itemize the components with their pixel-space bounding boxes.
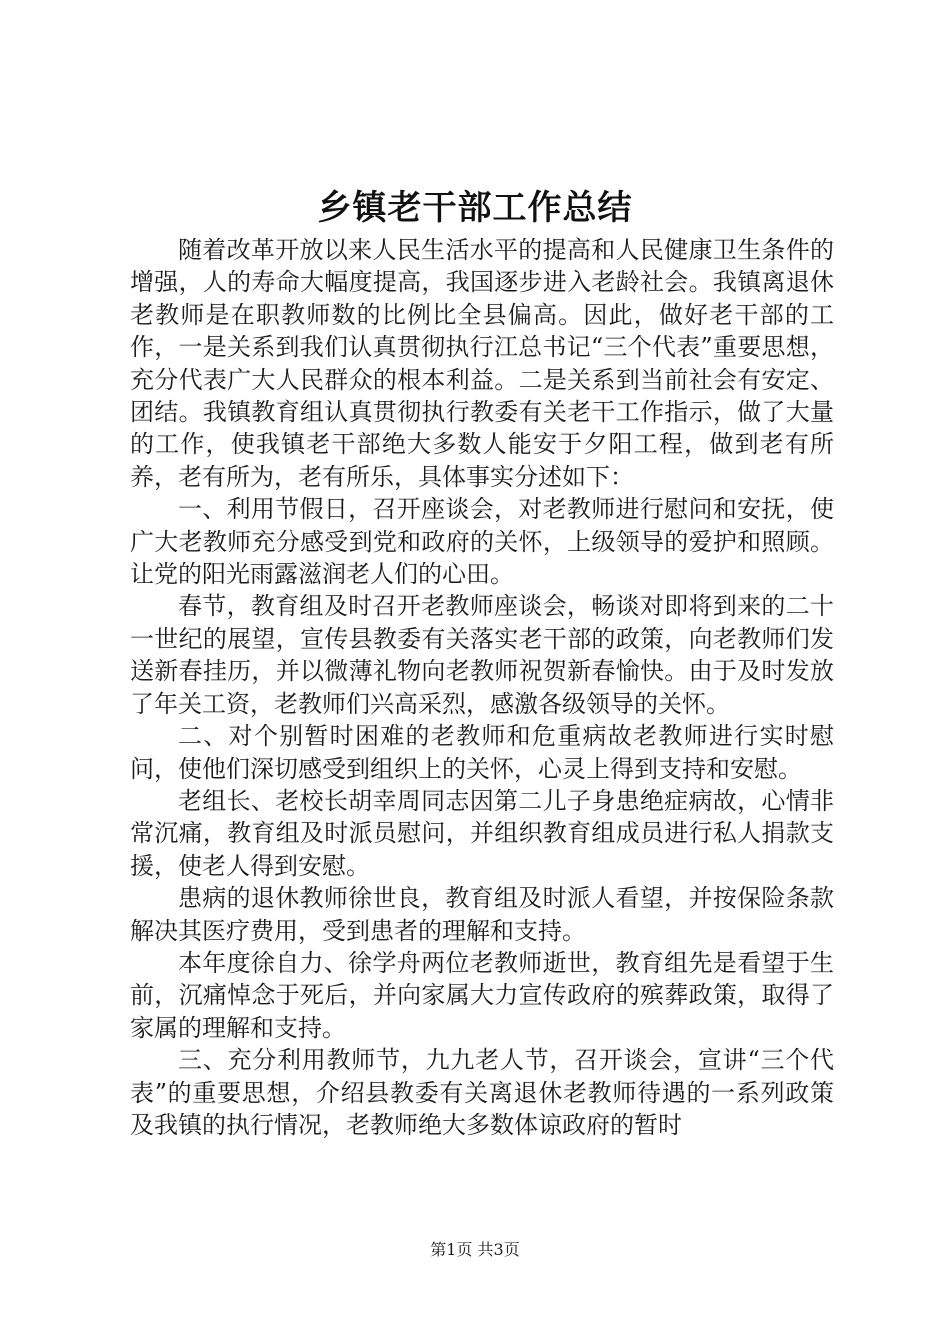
paragraph: 一、利用节假日，召开座谈会，对老教师进行慰问和安抚，使广大老教师充分感受到党和政府的关怀，上级领导的爱护和照顾。让党的阳光雨露滋润老人们的心田。 — [130, 495, 834, 589]
paragraph: 本年度徐自力、徐学舟两位老教师逝世，教育组先是看望于生前，沉痛悼念于死后，并向家属大力宣传政府的殡葬政策，取得了家属的理解和支持。 — [130, 948, 834, 1042]
paragraph: 春节，教育组及时召开老教师座谈会，畅谈对即将到来的二十一世纪的展望，宣传县教委有关落实老干部的政策，向老教师们发送新春挂历，并以微薄礼物向老教师祝贺新春愉快。由于及时发放了年关工资，老教师们兴高采烈，感激各级领导的关怀。 — [130, 592, 834, 718]
document-title: 乡镇老干部工作总结 — [317, 188, 633, 228]
paragraph: 二、对个别暂时困难的老教师和危重病故老教师进行实时慰问，使他们深切感受到组织上的关怀，心灵上得到支持和安慰。 — [130, 722, 834, 783]
paragraph: 患病的退休教师徐世良，教育组及时派人看望，并按保险条款解决其医疗费用，受到患者的理解和支持。 — [130, 884, 834, 945]
paragraph: 老组长、老校长胡幸周同志因第二儿子身患绝症病故，心情非常沉痛，教育组及时派员慰问，并组织教育组成员进行私人捐款支援，使老人得到安慰。 — [130, 786, 834, 880]
document-body — [130, 234, 834, 1194]
paragraph: 随着改革开放以来人民生活水平的提高和人民健康卫生条件的增强，人的寿命大幅度提高，我国逐步进入老龄社会。我镇离退休老教师是在职教师数的比例比全县偏高。因此，做好老干部的工作，一是关系到我们认真贯彻执行江总书记“三个代表”重要思想，充分代表广大人民群众的根本利益。二是关系到当前社会有安定、团结。我镇教育组认真贯彻执行教委有关老干工作指示，做了大量的工作，使我镇老干部绝大多数人能安于夕阳工程，做到老有所养，老有所为，老有所乐，具体事实分述如下： — [130, 236, 834, 491]
page-footer: 第1页 共3页 — [430, 1240, 520, 1259]
paragraph: 三、充分利用教师节，九九老人节，召开谈会，宣讲“三个代表”的重要思想，介绍县教委有关离退休老教师待遇的一系列政策及我镇的执行情况，老教师绝大多数体谅政府的暂时 — [130, 1046, 834, 1139]
